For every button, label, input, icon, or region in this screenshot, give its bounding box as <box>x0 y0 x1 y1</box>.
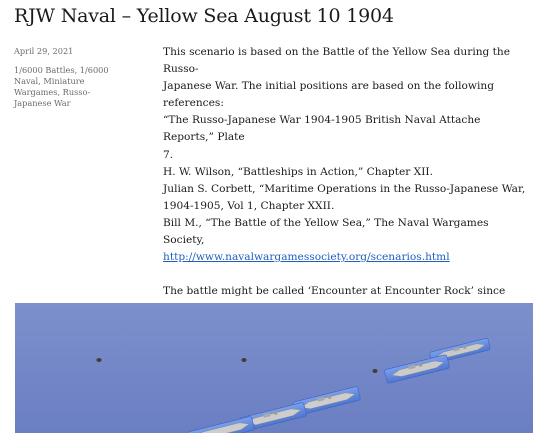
reference-nws: Bill M., “The Battle of the Yellow Sea,” The Naval Wargames Society, <box>163 216 489 247</box>
reference-wilson: H. W. Wilson, “Battleships in Action,” Chapter XII. <box>163 165 433 178</box>
battle-photo <box>15 303 533 433</box>
category-separator: , <box>38 76 44 86</box>
text-line: “The Russo-Japanese War 1904-1905 British Naval Attache Reports,” Plate <box>163 114 481 144</box>
position-marker <box>241 358 246 362</box>
text-line: The battle might be called ‘Encounter at Encounter Rock’ since <box>163 285 506 298</box>
category-separator: , <box>57 87 63 97</box>
post-date-link[interactable]: April 29, 2021 <box>14 46 74 56</box>
text-line: This scenario is based on the Battle of the Yellow Sea during the Russo- <box>163 46 511 76</box>
post-meta <box>14 46 126 109</box>
photo-illustration <box>15 303 533 433</box>
category-separator: , <box>74 65 80 75</box>
scenarios-link[interactable]: http://www.navalwargamessociety.org/scenarios.html <box>163 251 450 264</box>
category-link-3[interactable]: Miniature Wargames <box>14 76 85 97</box>
category-link-2[interactable]: 1/6000 Naval <box>14 65 109 86</box>
category-link-1[interactable]: 1/6000 Battles <box>14 65 75 75</box>
category-link-4[interactable]: Russo-Japanese War <box>14 87 91 108</box>
post-categories <box>14 65 126 109</box>
reference-corbett: Julian S. Corbett, “Maritime Operations in the Russo-Japanese War, <box>163 182 526 195</box>
text-line: Japanese War. The initial positions are based on the following references: <box>163 80 494 110</box>
position-marker <box>96 358 101 362</box>
post-title: RJW Naval – Yellow Sea August 10 1904 <box>14 5 394 27</box>
position-marker <box>372 369 377 373</box>
reference-link-line <box>163 249 531 266</box>
reference-corbett-cont: 1904-1905, Vol 1, Chapter XXII. <box>163 199 335 212</box>
intro-paragraph <box>163 44 531 266</box>
text-line: 7. <box>163 148 174 161</box>
